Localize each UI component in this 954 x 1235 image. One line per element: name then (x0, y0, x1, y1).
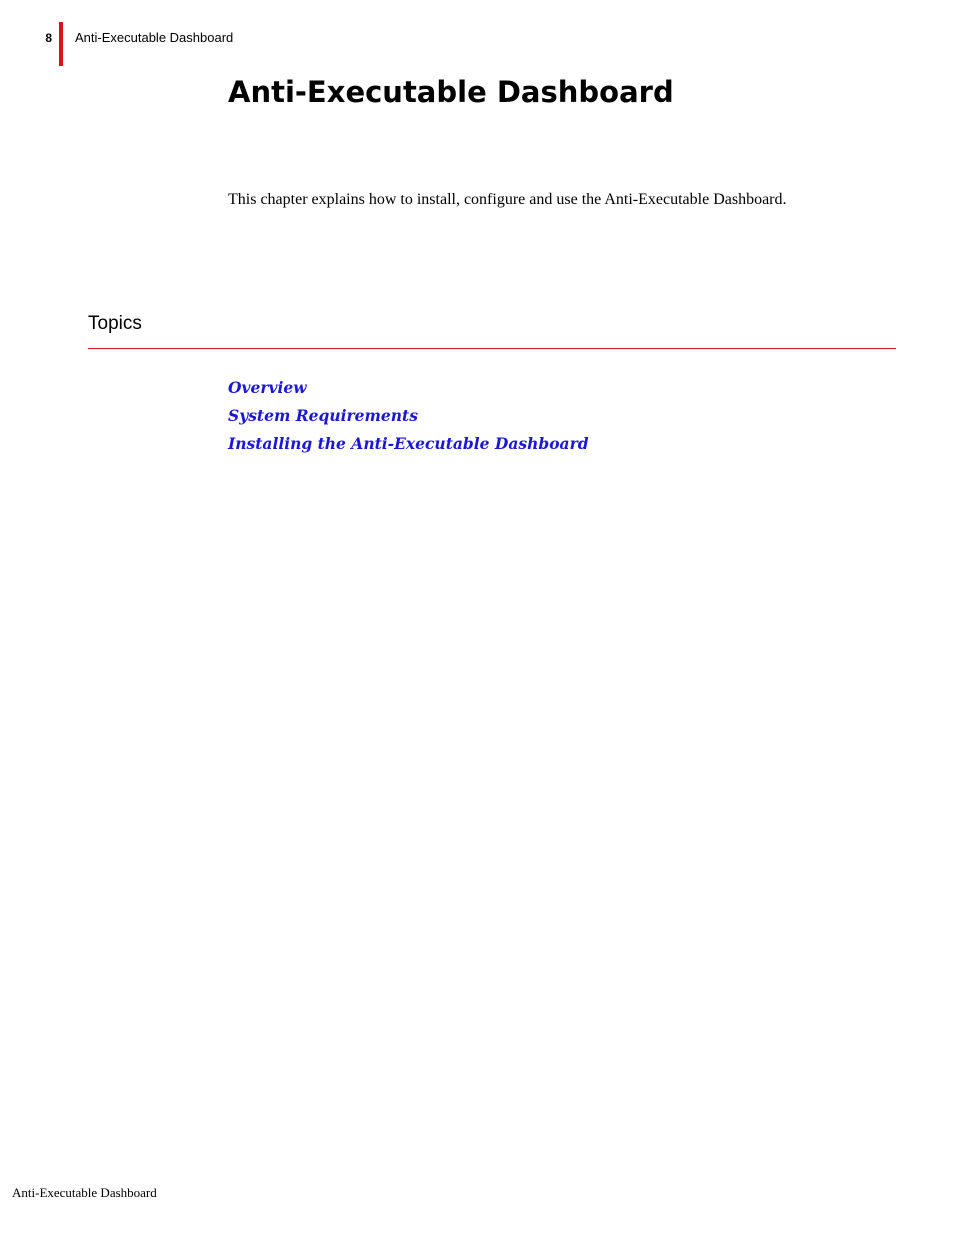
running-footer-title: Anti-Executable Dashboard (12, 1185, 157, 1200)
header-accent-bar (59, 22, 63, 66)
topic-item (228, 405, 589, 433)
topics-heading: Topics (88, 313, 142, 334)
topic-link-system-requirements[interactable]: System Requirements (228, 406, 418, 425)
topics-list (228, 377, 589, 461)
page-number: 8 (45, 31, 52, 45)
topics-divider (88, 348, 896, 349)
topic-link-overview[interactable]: Overview (228, 378, 307, 397)
topic-link-installing[interactable]: Installing the Anti-Executable Dashboard (228, 434, 589, 453)
chapter-intro: This chapter explains how to install, configure and use the Anti-Executable Dashboard. (228, 191, 787, 208)
topic-item (228, 433, 589, 461)
running-header-title: Anti-Executable Dashboard (75, 30, 234, 45)
topic-item (228, 377, 589, 405)
chapter-title: Anti-Executable Dashboard (228, 75, 674, 109)
